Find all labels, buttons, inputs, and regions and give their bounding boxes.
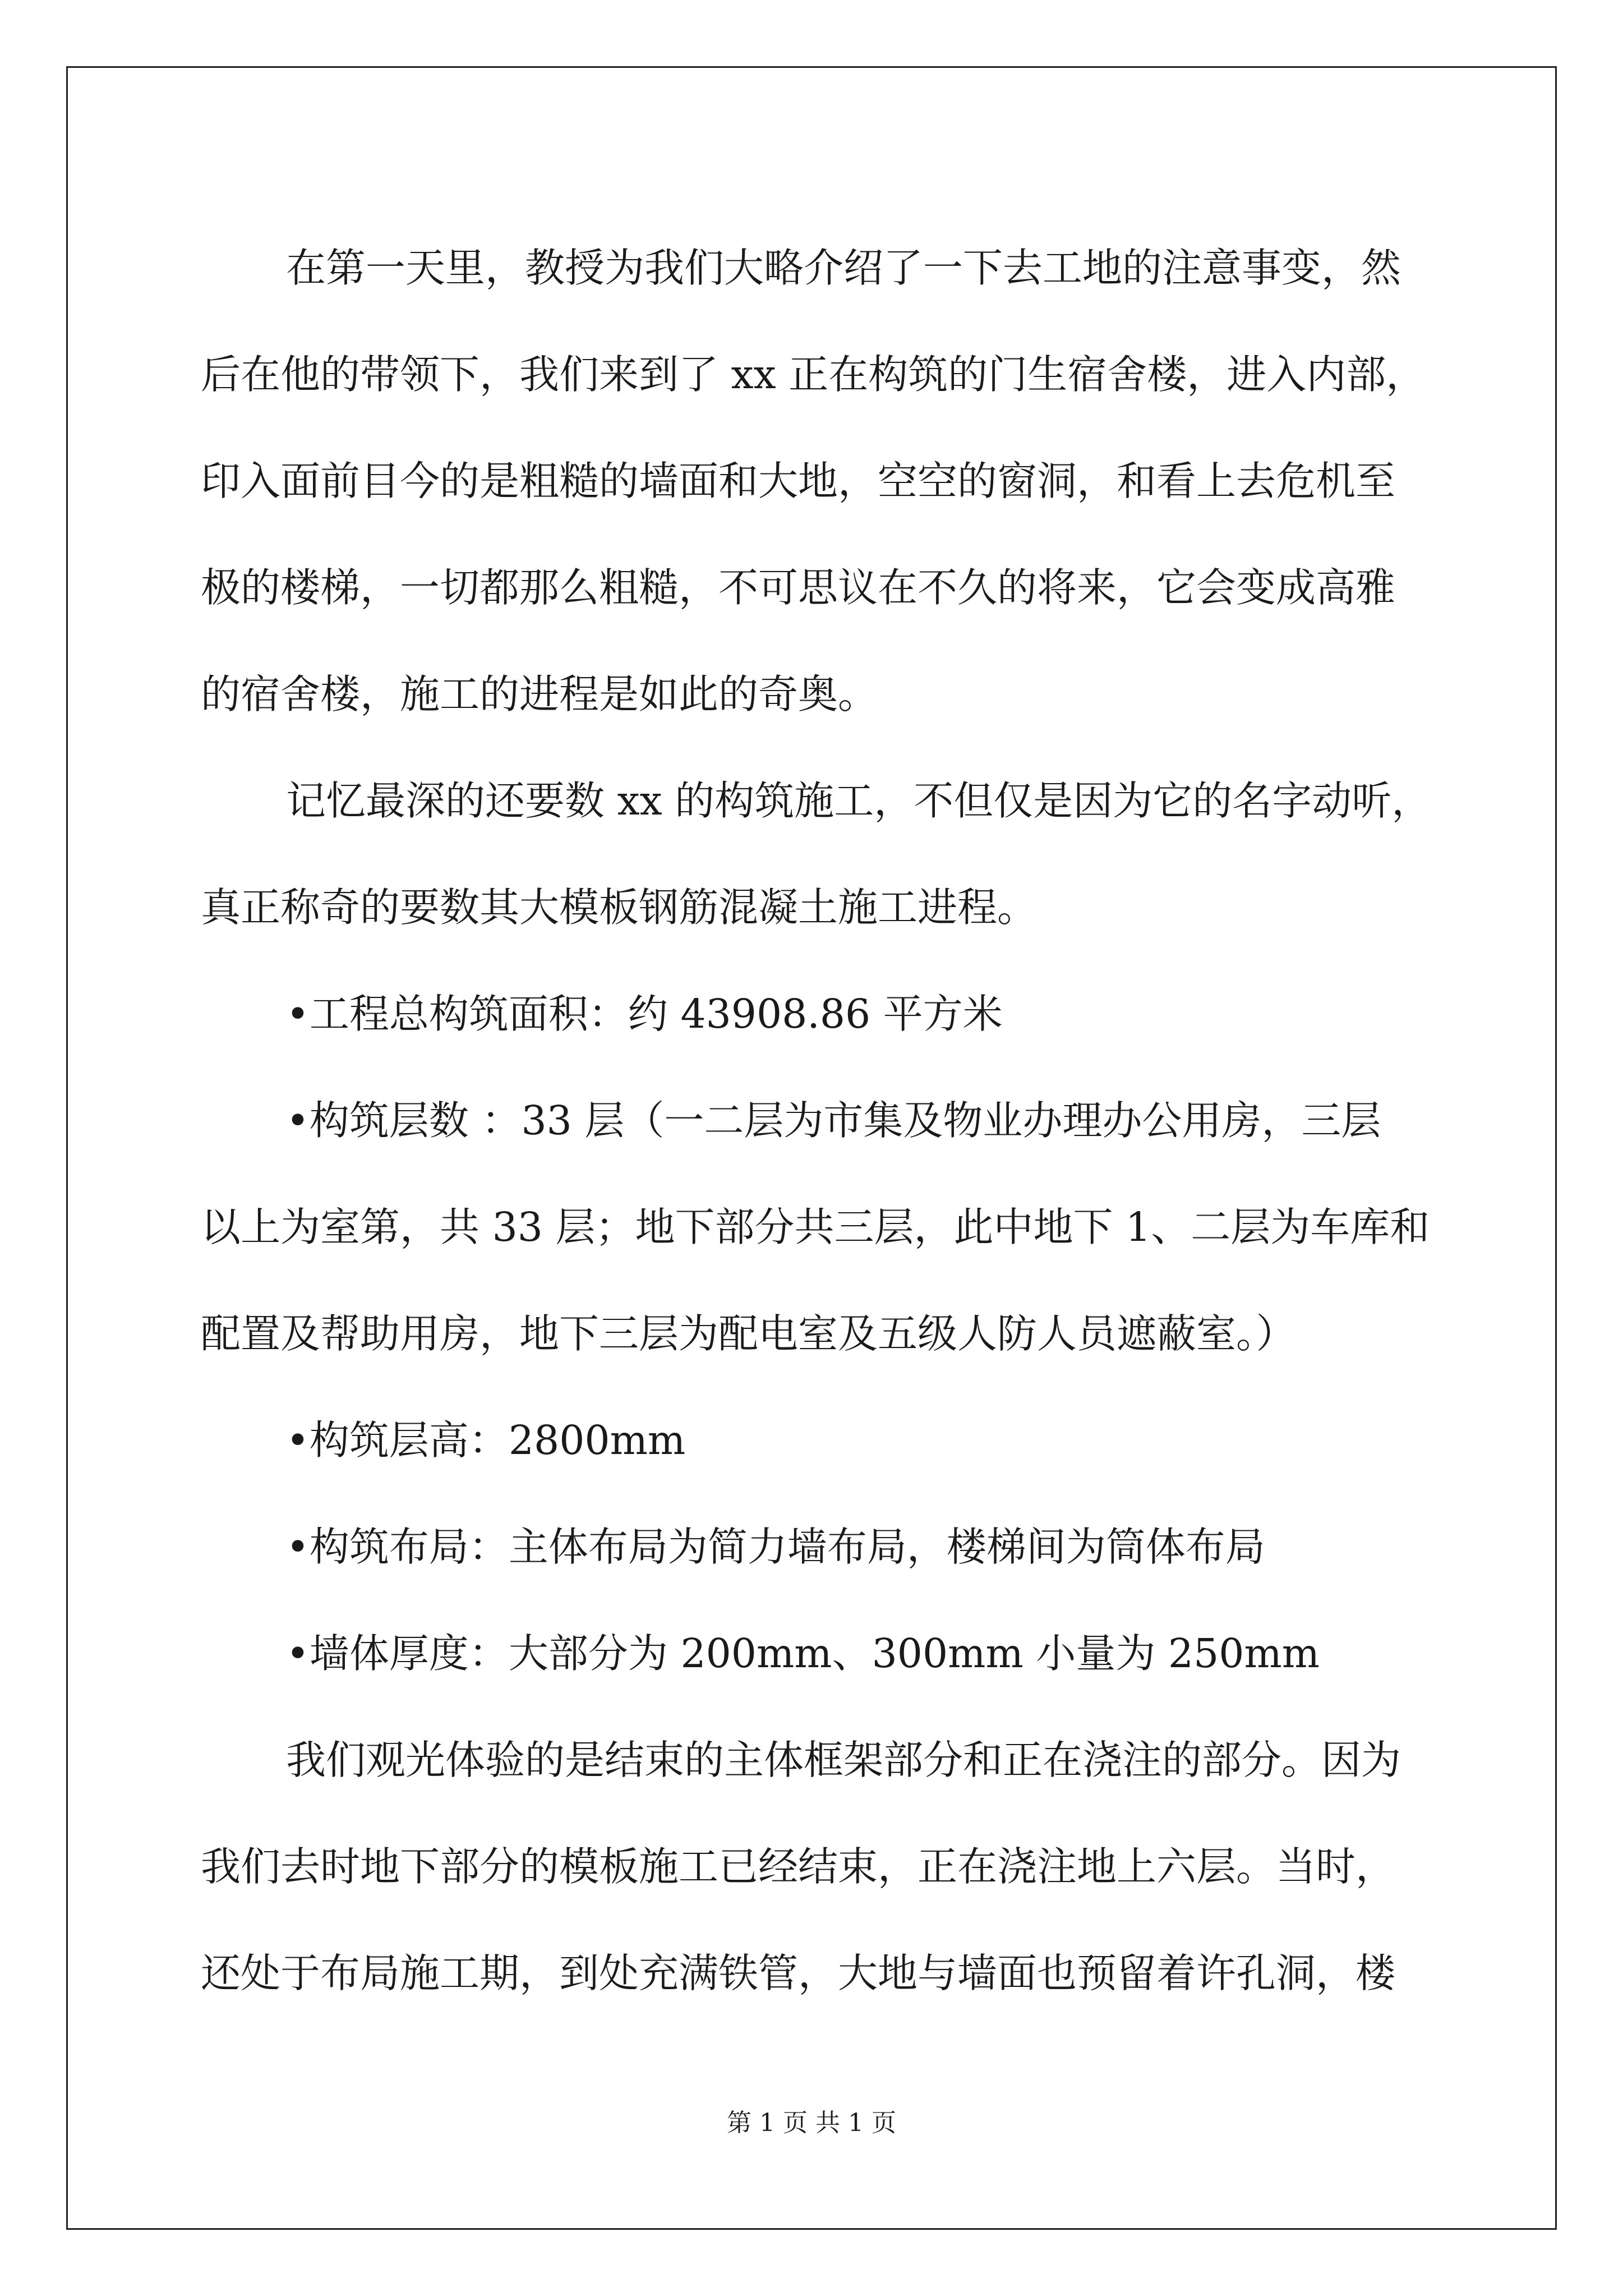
paragraph-1-line-4: 极的楼梯，一切都那么粗糙，不可思议在不久的将来，它会变成高雅 [201,564,1396,611]
bullet-total-area: •工程总构筑面积：约 43908.86 平方米 [286,991,1003,1037]
paragraph-3-line-1: 我们观光体验的是结束的主体框架部分和正在浇注的部分。因为 [286,1737,1401,1783]
paragraph-1-line-3: 印入面前目今的是粗糙的墙面和大地，空空的窗洞，和看上去危机至 [201,458,1396,504]
bullet-wall-thickness: •墙体厚度：大部分为 200mm、300mm 小量为 250mm [286,1630,1320,1677]
paragraph-3-line-3: 还处于布局施工期，到处充满铁管，大地与墙面也预留着许孔洞，楼 [201,1950,1396,1996]
document-body [201,215,1435,2027]
paragraph-2-line-1: 记忆最深的还要数 xx 的构筑施工，不但仅是因为它的名字动听， [286,777,1432,824]
bullet-floor-height: •构筑层高：2800mm [286,1417,686,1464]
page-number-footer: 第 1 页 共 1 页 [727,2109,896,2137]
bullet-floors-line-1: •构筑层数 ：33 层（一二层为市集及物业办理办公用房，三层 [286,1097,1381,1144]
paragraph-1-line-1: 在第一天里，教授为我们大略介绍了一下去工地的注意事变，然 [286,245,1401,291]
paragraph-2-line-2: 真正称奇的要数其大模板钢筋混凝土施工进程。 [201,884,1038,931]
bullet-structure: •构筑布局：主体布局为简力墙布局，楼梯间为筒体布局 [286,1524,1265,1570]
bullet-floors-line-3: 配置及帮助用房，地下三层为配电室及五级人防人员遮蔽室。） [201,1310,1296,1357]
paragraph-1-line-2: 后在他的带领下，我们来到了 xx 正在构筑的门生宿舍楼，进入内部， [201,351,1426,398]
paragraph-3-line-2: 我们去时地下部分的模板施工已经结束，正在浇注地上六层。当时， [201,1843,1396,1890]
bullet-floors-line-2: 以上为室第，共 33 层；地下部分共三层，此中地下 1、二层为车库和 [201,1204,1430,1250]
paragraph-1-line-5: 的宿舍楼，施工的进程是如此的奇奥。 [201,671,878,717]
